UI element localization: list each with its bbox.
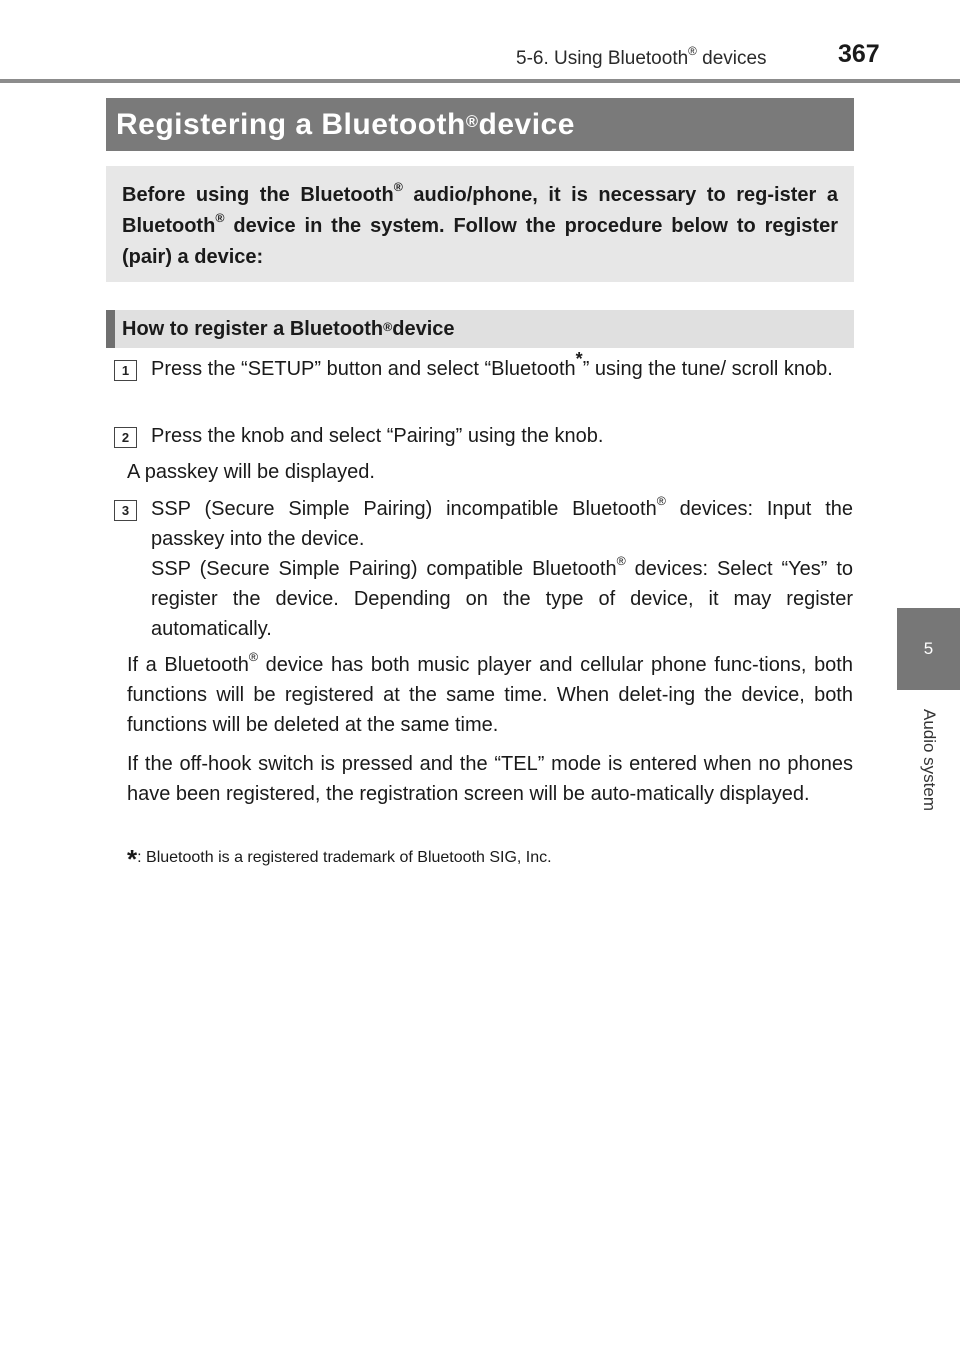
registered-mark: ® [616, 554, 626, 569]
both-functions-note [127, 650, 853, 740]
trademark-footnote [127, 844, 552, 875]
step-text: devices: Input the passkey into the device. [151, 498, 853, 550]
step-3-text-incompatible [151, 494, 853, 554]
step-text: Press the “SETUP” button and select “Bluetooth [151, 358, 576, 380]
off-hook-note: If the off-hook switch is pressed and the “TEL” mode is entered when no phones have been registered, the registration screen will be auto-matically displayed. [127, 753, 853, 805]
step-1-text [151, 348, 853, 384]
footnote-asterisk: * [127, 844, 138, 874]
running-header-title [516, 44, 767, 70]
step-text: devices: Select “Yes” to register the device. Depending on the type of device, it may register automatically. [151, 558, 854, 640]
section-title-suffix: device [478, 107, 575, 141]
intro-summary-box [106, 166, 854, 282]
chapter-number: 5 [923, 639, 934, 658]
running-header-text: 5-6. Using Bluetooth [516, 48, 689, 69]
step-2-text: Press the knob and select “Pairing” using the knob. [151, 425, 604, 447]
subsection-heading-suffix: device [392, 317, 455, 340]
registered-mark: ® [215, 211, 225, 226]
chapter-tab-label: Audio system [920, 708, 939, 812]
subsection-heading-text: How to register a Bluetooth [122, 317, 384, 340]
step-text: SSP (Secure Simple Pairing) incompatible Bluetooth [151, 498, 657, 520]
subsection-heading: How to register a Bluetooth ® device [106, 310, 854, 348]
step-number-3: 3 [114, 500, 137, 521]
registered-mark: ® [688, 44, 697, 58]
section-title: Registering a Bluetooth [116, 107, 466, 141]
footnote-text: : Bluetooth is a registered trademark of Bluetooth SIG, Inc. [137, 849, 552, 866]
note-text: If a Bluetooth [127, 654, 249, 676]
registered-mark: ® [393, 180, 403, 195]
running-header-text-suffix: devices [696, 48, 767, 69]
intro-text: device in the system. Follow the procedure below to register (pair) a device: [122, 215, 838, 268]
intro-text: audio/phone, it is necessary to reg-ister a Bluetooth [122, 184, 838, 237]
page-number: 367 [838, 40, 880, 68]
step-number-2: 2 [114, 427, 137, 448]
header-divider [0, 79, 960, 83]
note-text: device has both music player and cellular phone func-tions, both functions will be registered at the same time. When delet-ing the device, both functions will be deleted at the same time. [127, 654, 853, 736]
registered-mark: ® [248, 650, 259, 665]
chapter-tab [897, 608, 960, 690]
step-number-1: 1 [114, 360, 137, 381]
intro-text: Before using the Bluetooth [122, 184, 394, 206]
asterisk-mark: * [575, 348, 583, 369]
step-text: SSP (Secure Simple Pairing) compatible Bluetooth [151, 558, 617, 580]
passkey-note: A passkey will be displayed. [127, 461, 375, 483]
step-text: ” using the tune/ scroll knob. [582, 358, 833, 380]
registered-mark: ® [656, 494, 666, 509]
step-3-text-compatible [151, 554, 853, 644]
section-title-banner: Registering a Bluetooth ® device [106, 98, 854, 151]
